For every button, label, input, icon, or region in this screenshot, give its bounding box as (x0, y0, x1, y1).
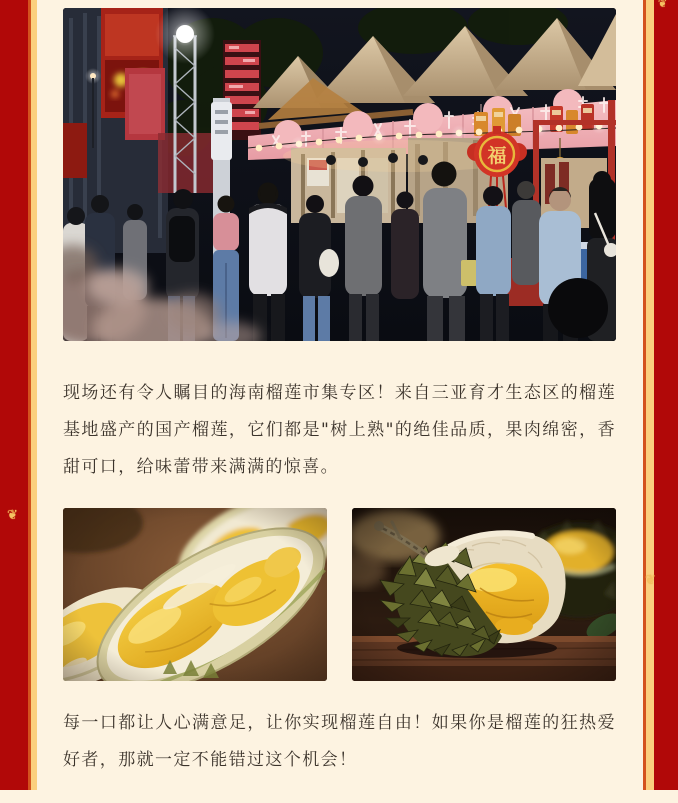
paragraph-durian-zone: 现场还有令人瞩目的海南榴莲市集专区！来自三亚育才生态区的榴莲基地盛产的国产榴莲，它们都是"树上熟"的绝佳品质，果肉绵密，香甜可口，给味蕾带来满满的惊喜。 (63, 383, 616, 477)
frame-left-stripe (31, 0, 37, 790)
paragraph-call-to-action: 每一口都让人心满意足，让你实现榴莲自由！如果你是榴莲的狂热爱好者，那就一定不能错过这个机会！ (63, 713, 616, 770)
durian-flesh-photo[interactable] (63, 508, 327, 681)
whole-durian-illustration (352, 508, 616, 681)
frame-left-band (0, 0, 28, 790)
whole-durian-photo[interactable] (352, 508, 616, 681)
frame-ornament-icon: ❦ (7, 508, 18, 523)
frame-right-band (654, 0, 678, 790)
frame-right-stripe (646, 0, 654, 790)
durian-flesh-illustration (63, 508, 327, 681)
market-photo-illustration (63, 8, 616, 341)
frame-ornament-icon: ❦ (658, 0, 668, 10)
fu-lantern-text: 福 (487, 145, 507, 167)
frame-ornament-icon: ❦ (645, 573, 656, 588)
market-photo[interactable] (63, 8, 616, 341)
